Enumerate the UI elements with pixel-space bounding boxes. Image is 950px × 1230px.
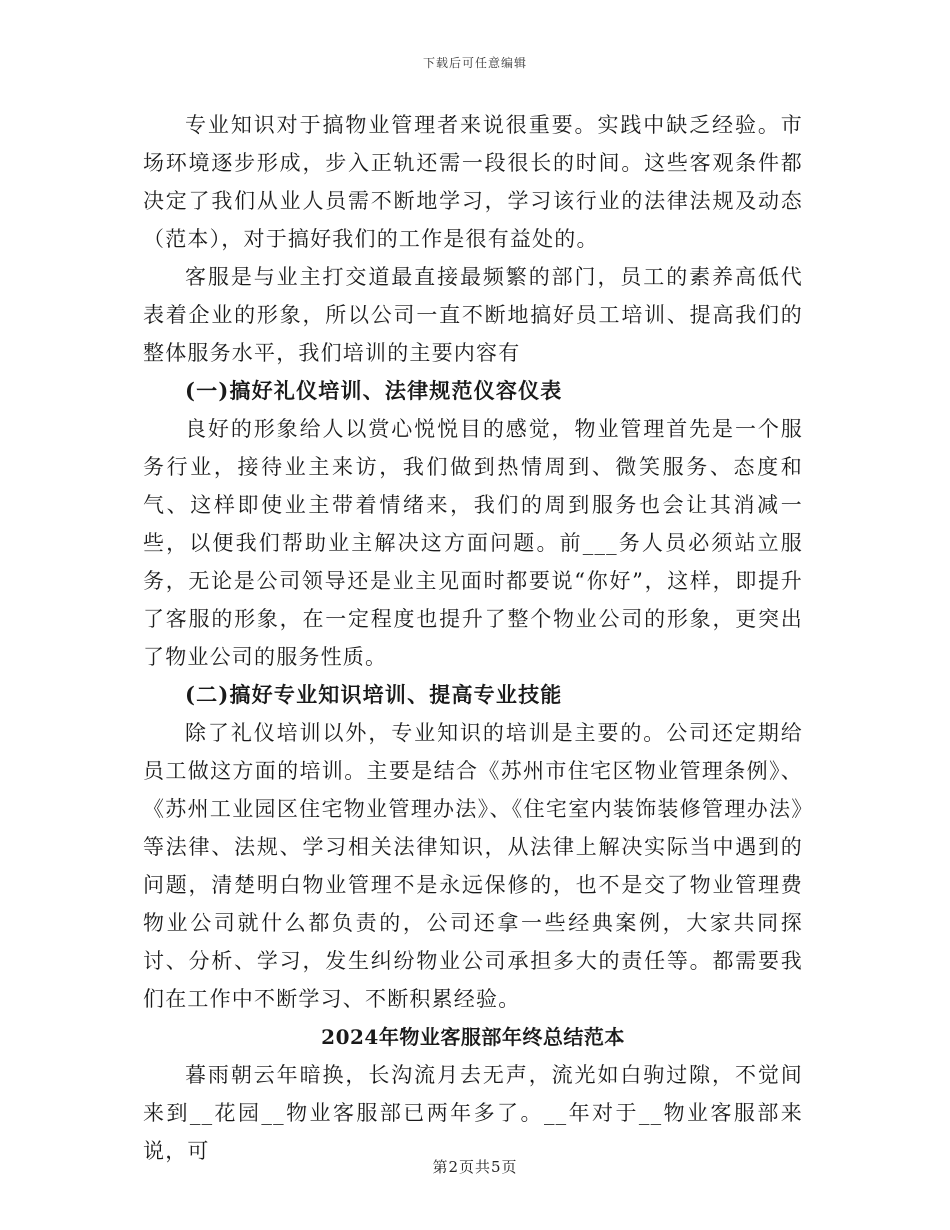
document-title: 2024年物业客服部年终总结范本 bbox=[321, 1025, 625, 1049]
paragraph-etiquette: 良好的形象给人以赏心悦悦目的感觉，物业管理首先是一个服务行业，接待业主来访，我们做到热情周到、微笑服务、态度和气、这样即使业主带着情绪来，我们的周到服务也会让其消减一些，以便我们帮助业主解决这方面问题。前___务人员必须站立服务，无论是公司领导还是业主见面时都要说“你好”，这样，即提升了客服的形象，在一定程度也提升了整个物业公司的形象，更突出了物业公司的服务性质。 bbox=[143, 417, 803, 669]
paragraph-skills: 除了礼仪培训以外，专业知识的培训是主要的。公司还定期给员工做这方面的培训。主要是结合《苏州市住宅区物业管理条例》、《苏州工业园区住宅物业管理办法》、《住宅室内装饰装修管理办法》等法律、法规、学习相关法律知识，从法律上解决实际当中遇到的问题，清楚明白物业管理不是永远保修的，也不是交了物业管理费物业公司就什么都负责的，公司还拿一些经典案例，大家共同探讨、分析、学习，发生纠纷物业公司承担多大的责任等。都需要我们在工作中不断学习、不断积累经验。 bbox=[143, 721, 803, 1011]
paragraph-professional-knowledge: 专业知识对于搞物业管理者来说很重要。实践中缺乏经验。市场环境逐步形成，步入正轨还需一段很长的时间。这些客观条件都决定了我们从业人员需不断地学习，学习该行业的法律法规及动态（范本），对于搞好我们的工作是很有益处的。 bbox=[143, 113, 803, 251]
section-heading-skills: (二)搞好专业知识培训、提高专业技能 bbox=[185, 682, 563, 707]
paragraph-customer-service: 客服是与业主打交道最直接最频繁的部门，员工的素养高低代表着企业的形象，所以公司一直不断地搞好员工培训、提高我们的整体服务水平，我们培训的主要内容有 bbox=[143, 265, 803, 365]
page-number: 第2页共5页 bbox=[432, 1158, 518, 1176]
document-body bbox=[143, 106, 803, 1170]
paragraph-opening: 暮雨朝云年暗换，长沟流月去无声，流光如白驹过隙，不觉间来到__花园__物业客服部已两年多了。__年对于__物业客服部来说，可 bbox=[143, 1063, 803, 1163]
section-heading-etiquette: (一)搞好礼仪培训、法律规范仪容仪表 bbox=[185, 378, 563, 403]
page-header: 下载后可任意编辑 bbox=[422, 56, 527, 70]
